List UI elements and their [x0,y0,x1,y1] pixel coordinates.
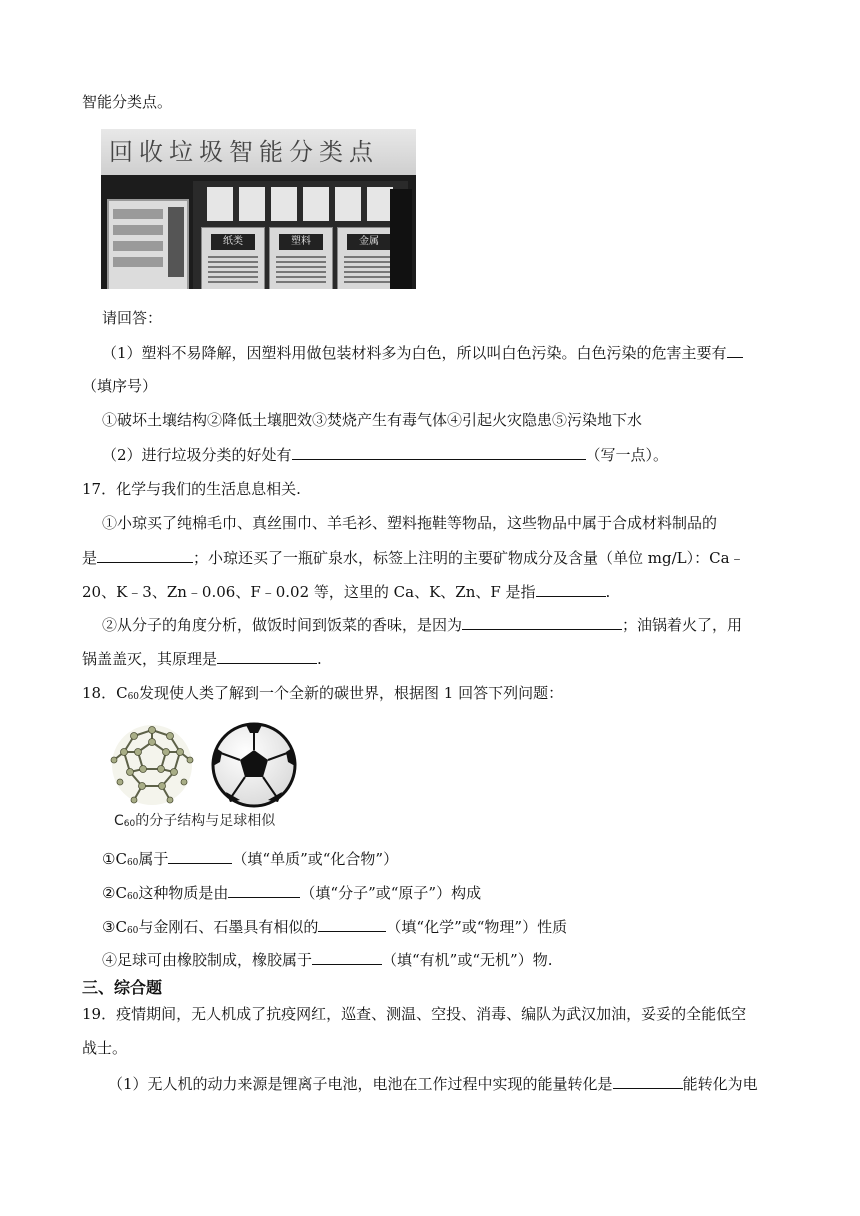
q18-item-2 [102,882,481,907]
answer-blank[interactable] [168,848,232,864]
c60-football-illustration [108,720,308,810]
q18-item4-a: ④足球可由橡胶制成，橡胶属于 [102,951,313,969]
figure-caption-sub: 60 [123,819,136,829]
football-icon [213,724,295,806]
q18-stem-sub: 60 [127,692,140,702]
q17-stem: 17．化学与我们的生活息息相关. [82,480,301,498]
q17-line3-b: . [605,583,611,601]
bin-plastic [269,227,333,289]
bin-plastic-label: 塑料 [279,234,323,250]
answer-blank[interactable] [462,614,622,630]
q19-part1-a: （1）无人机的动力来源是锂离子电池，电池在工作过程中实现的能量转化是 [108,1075,613,1093]
figure-caption [114,810,275,830]
q17-line1: ①小琼买了纯棉毛巾、真丝围巾、羊毛衫、塑料拖鞋等物品，这些物品中属于合成材料制品的 [102,514,718,532]
answer-blank[interactable] [312,949,382,965]
answer-blank[interactable] [228,882,300,898]
q18-item1-mid: 属于 [138,850,169,868]
q17-line3 [82,581,610,602]
q18-item4-b: （填“有机”或“无机”）物. [382,951,553,969]
vending-machine [107,199,189,289]
q18-stem-a: 18．C [82,684,128,702]
q17-line4 [102,614,742,635]
q18-item2-post: （填“分子”或“原子”）构成 [300,884,482,902]
bin-paper-label: 纸类 [211,234,255,250]
q18-item2-mid: 这种物质是由 [138,884,229,902]
q18-stem [82,683,563,707]
answer-blank[interactable] [97,547,193,563]
c60-molecule-icon [111,725,193,805]
q17-line4-b: ；油锅着火了，用 [622,616,743,634]
q16-part1-hint: （填序号） [82,377,158,395]
q18-item-3 [102,916,567,941]
q19-stem-line1: 19．疫情期间，无人机成了抗疫网红，巡查、测温、空投、消毒、编队为武汉加油，妥妥的全能低空 [82,1005,747,1023]
recycling-kiosk [193,181,408,289]
answer-blank[interactable] [292,444,586,460]
photo-banner: 回收垃圾智能分类点 [101,129,416,175]
q17-line5-b: . [317,650,322,668]
figure-caption-a: C [114,813,124,829]
q18-item-1 [102,848,398,873]
q18-item3-pre: ③C [102,918,127,936]
q17-line5 [82,648,322,669]
q16-part2-line [102,444,668,465]
q18-item3-post: （填“化学”或“物理”）性质 [386,918,568,936]
q17-line2 [82,547,745,568]
bin-metal-label: 金属 [347,234,391,250]
answer-blank[interactable] [217,648,317,664]
q18-item1-pre: ①C [102,850,127,868]
section-heading: 三、综合题 [82,978,163,997]
q18-item2-sub: 60 [126,892,139,902]
q19-part1 [108,1073,758,1094]
q18-item1-sub: 60 [126,858,139,868]
figure-caption-b: 的分子结构与足球相似 [135,813,276,829]
answer-blank[interactable] [536,581,606,597]
q16-part2-text: （2）进行垃圾分类的好处有 [102,446,292,464]
q16-part2-hint: （写一点）。 [585,446,669,464]
q18-item2-pre: ②C [102,884,127,902]
q18-item-4 [102,949,552,970]
intro-tail-text: 智能分类点。 [82,93,173,111]
q16-prompt: 请回答： [102,309,163,327]
q17-line2-a: 是 [82,549,98,567]
q17-line5-a: 锅盖盖灭，其原理是 [82,650,218,668]
q17-line3-a: 20、K﹣3、Zn﹣0.06、F﹣0.02 等，这里的 Ca、K、Zn、F 是指 [82,583,536,601]
answer-blank[interactable] [318,916,386,932]
q17-line4-a: ②从分子的角度分析，做饭时间到饭菜的香味，是因为 [102,616,463,634]
q19-part1-b: 能转化为电 [682,1075,758,1093]
q16-part1-line [102,342,743,363]
q16-part1-text: （1）塑料不易降解，因塑料用做包装材料多为白色，所以叫白色污染。白色污染的危害主要有 [102,344,727,362]
q18-item1-post: （填“单质”或“化合物”） [232,850,399,868]
q17-line2-b: ；小琼还买了一瓶矿泉水，标签上注明的主要矿物成分及含量（单位 mg/L）：Ca﹣ [193,549,745,567]
q19-stem-line2: 战士。 [82,1039,128,1057]
q18-item3-sub: 60 [126,926,139,936]
answer-blank[interactable] [727,342,743,358]
q18-stem-b: 发现使人类了解到一个全新的碳世界，根据图 1 回答下列问题： [139,684,564,702]
recycling-station-photo [101,129,416,289]
q18-item3-mid: 与金刚石、石墨具有相似的 [138,918,319,936]
bin-paper [201,227,265,289]
answer-blank[interactable] [613,1073,683,1089]
q16-options: ①破坏土壤结构②降低土壤肥效③焚烧产生有毒气体④引起火灾隐患⑤污染地下水 [102,411,643,429]
c60-figure [108,720,308,832]
